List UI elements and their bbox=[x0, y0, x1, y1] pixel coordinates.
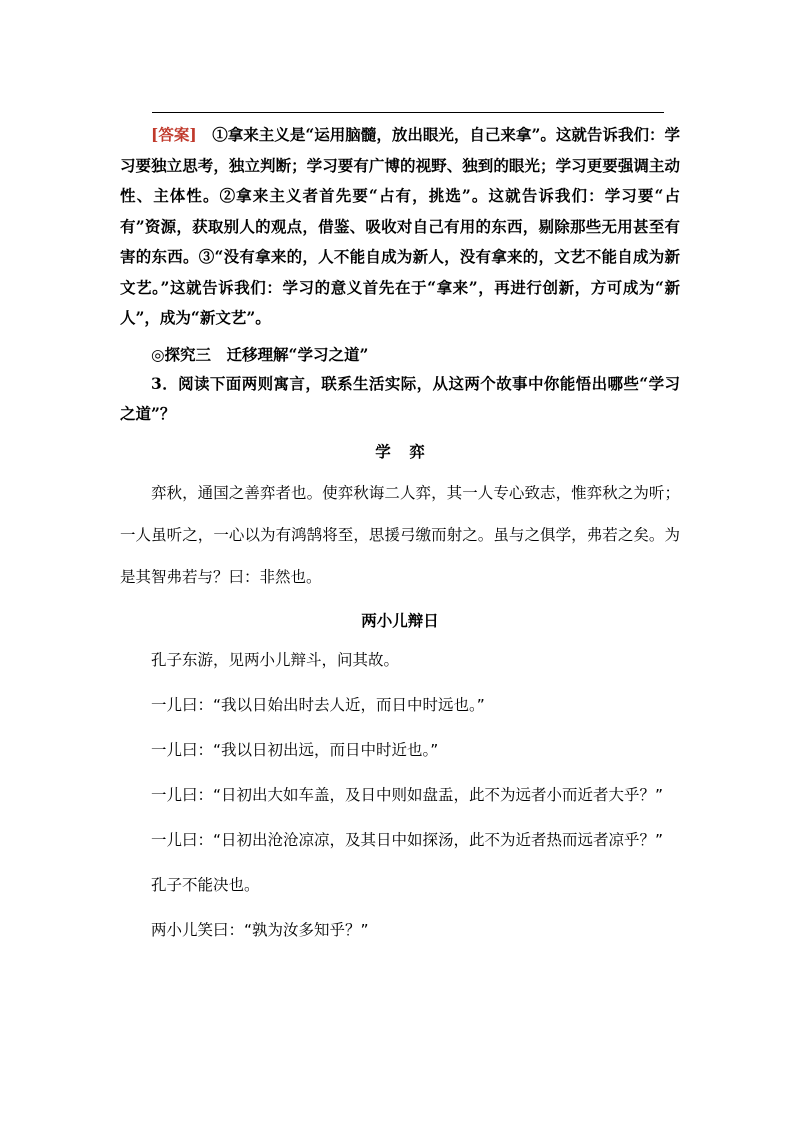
answer-label: [答案] bbox=[151, 125, 197, 144]
header-rule bbox=[152, 112, 664, 113]
story2-paragraph: 一儿曰：“日初出大如车盖，及日中则如盘盂，此不为远者小而近者大乎？” bbox=[151, 786, 664, 804]
story2-paragraph: 孔子不能决也。 bbox=[151, 876, 260, 894]
answer-text: ①拿来主义是“运用脑髓，放出眼光，自己来拿”。这就告诉我们：学习要独立思考，独立判断；学习要有广博的视野、独到的眼光；学习更要强调主动性、主体性。②拿来主义者首先要“占有，挑选”。这就告诉我们：学习要“占有”资源，获取别人的观点，借鉴、吸收对自己有用的东西，剔除那些无用甚至有害的东西。③“没有拿来的，人不能自成为新人，没有拿来的，文艺不能自成为新文艺。”这就告诉我们：学习的意义首先在于“拿来”，再进行创新，方可成为“新人”，成为“新文艺”。 bbox=[120, 125, 680, 327]
story2-paragraph: 一儿曰：“日初出沧沧凉凉，及其日中如探汤，此不为近者热而远者凉乎？” bbox=[151, 831, 664, 849]
question-text: 3．阅读下面两则寓言，联系生活实际，从这两个故事中你能悟出哪些“学习之道”？ bbox=[120, 374, 680, 423]
section-heading: ◎探究三 迁移理解“学习之道” bbox=[151, 344, 369, 364]
answer-paragraph bbox=[120, 120, 680, 334]
story1-text: 弈秋，通国之善弈者也。使弈秋诲二人弈，其一人专心致志，惟弈秋之为听；一人虽听之，一心以为有鸿鹄将至，思援弓缴而射之。虽与之俱学，弗若之矣。为是其智弗若与？曰：非然也。 bbox=[120, 484, 680, 586]
story2-title: 两小儿辩日 bbox=[361, 612, 439, 630]
story2-paragraph: 一儿曰：“我以日始出时去人近，而日中时远也。” bbox=[151, 696, 485, 714]
story2-paragraph: 两小儿笑曰：“孰为汝多知乎？” bbox=[151, 921, 369, 939]
story2-paragraph: 孔子东游，见两小儿辩斗，问其故。 bbox=[151, 651, 400, 669]
document-page bbox=[120, 120, 680, 953]
story2-body bbox=[120, 638, 680, 953]
story1-title: 学弈 bbox=[375, 442, 444, 461]
story2-paragraph: 一儿曰：“我以日初出远，而日中时近也。” bbox=[151, 741, 439, 759]
